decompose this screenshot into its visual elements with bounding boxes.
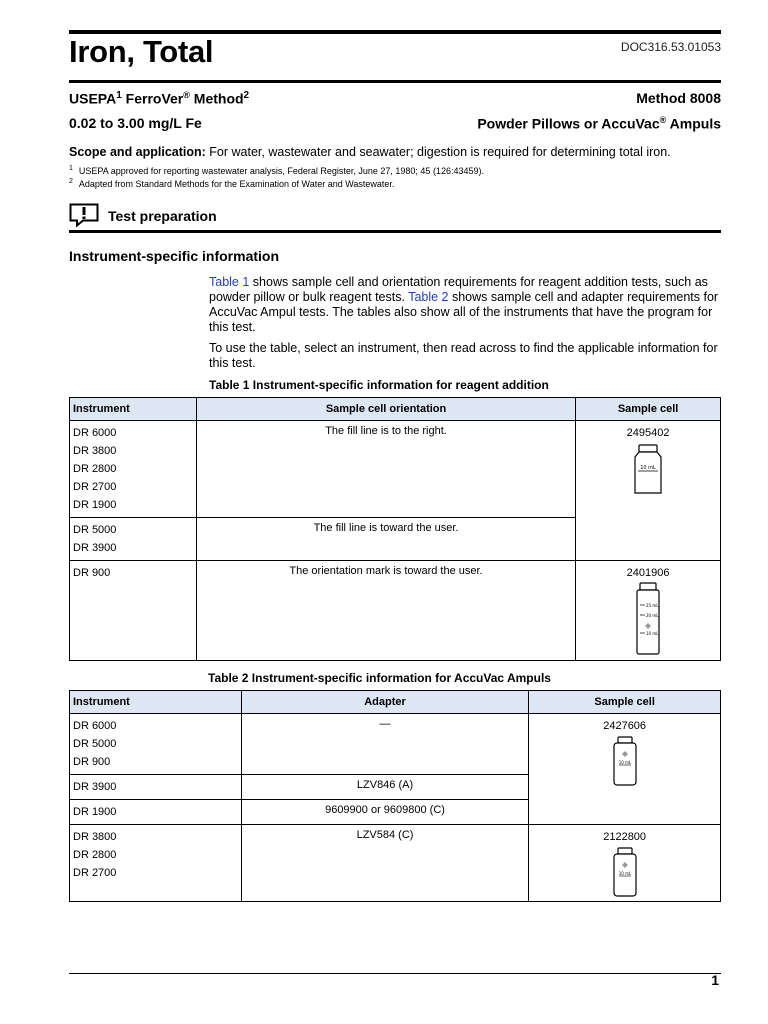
instrument-name: DR 1900 [73, 806, 117, 818]
table-1-caption: Table 1 Instrument-specific information for reagent addition [209, 378, 549, 392]
cell-volume-label: 10 mL [618, 871, 631, 876]
footnote-1 [69, 165, 484, 176]
method-word: Method [189, 90, 244, 107]
table-row [70, 561, 721, 661]
column-header-sample-cell: Sample cell [576, 398, 721, 421]
instrument-name: DR 900 [73, 756, 111, 768]
column-header-orientation: Sample cell orientation [196, 398, 575, 421]
intro-paragraph [209, 275, 721, 335]
instrument-list [70, 775, 242, 800]
adapter-value: LZV846 (A) [241, 775, 529, 800]
instrument-list [70, 825, 242, 902]
scope-statement [69, 145, 671, 159]
instrument-name: DR 900 [73, 567, 111, 579]
measurement-range: 0.02 to 3.00 mg/L Fe [69, 115, 202, 131]
table-2 [69, 690, 721, 902]
instrument-name: DR 3800 [73, 831, 117, 843]
graduation-mark: 25 mL [646, 603, 659, 608]
instrument-name: DR 5000 [73, 738, 117, 750]
table-1-link[interactable]: Table 1 [209, 275, 250, 289]
table-1 [69, 397, 721, 661]
footnote-text: USEPA approved for reporting wastewater analysis, Federal Register, June 27, 1980; 45 (126:43459). [78, 166, 484, 176]
footnote-text: Adapted from Standard Methods for the Examination of Water and Wastewater. [78, 179, 395, 189]
graduation-mark: 20 mL [646, 613, 659, 618]
table-header-row [70, 398, 721, 421]
footnote-number: 2 [69, 178, 73, 185]
adapter-value: 9609900 or 9609800 (C) [241, 800, 529, 825]
column-header-instrument: Instrument [70, 691, 242, 714]
orientation-text: The orientation mark is toward the user. [196, 561, 575, 661]
instrument-name: DR 3900 [73, 781, 117, 793]
scope-text: For water, wastewater and seawater; digestion is required for determining total iron. [205, 145, 671, 159]
sample-cell-part-number: 2401906 [626, 567, 670, 579]
intro-text-1: shows sample cell and orientation requirements for reagent addition tests, such as powder pillow or bulk reagent tests. [209, 275, 708, 304]
instrument-list [70, 421, 197, 518]
scope-label: Scope and application: [69, 145, 206, 159]
sample-cell [529, 714, 721, 825]
graduation-mark: 10 mL [646, 631, 659, 636]
adapter-value: — [241, 714, 529, 775]
instrument-name: DR 6000 [73, 427, 117, 439]
column-header-adapter: Adapter [241, 691, 529, 714]
column-header-instrument: Instrument [70, 398, 197, 421]
instrument-name: DR 2700 [73, 481, 117, 493]
instrument-name: DR 6000 [73, 720, 117, 732]
method-ferrover: FerroVer [121, 90, 184, 107]
sample-cell [576, 561, 721, 661]
intro-text-2: shows sample cell and adapter requirements for AccuVac Ampul tests. The tables also show all of the instruments that have the program for this test. [209, 290, 719, 334]
format-ampuls: Ampuls [666, 115, 721, 132]
table-2-link[interactable]: Table 2 [408, 290, 449, 304]
warning-callout-icon [69, 203, 99, 227]
document-number: DOC316.53.01053 [620, 40, 721, 54]
instrument-list [70, 714, 242, 775]
subsection-title: Instrument-specific information [69, 248, 280, 264]
sample-cell-part-number: 2427606 [603, 720, 647, 732]
ampul-sample-cell-icon [610, 846, 640, 898]
instrument-name: DR 3800 [73, 445, 117, 457]
footnote-ref-1: 1 [116, 90, 122, 101]
registered-mark: ® [183, 90, 190, 100]
graduated-sample-cell-icon [631, 581, 665, 657]
footnote-ref-2: 2 [243, 90, 250, 101]
instrument-list [70, 561, 197, 661]
page-title: Iron, Total [69, 34, 214, 69]
instrument-name: DR 2700 [73, 867, 117, 879]
instrument-name: DR 5000 [73, 524, 117, 536]
format-text: Powder Pillows or AccuVac [477, 115, 660, 132]
instrument-name: DR 3900 [73, 542, 117, 554]
page-number: 1 [711, 972, 719, 988]
footnote-number: 1 [69, 165, 73, 172]
instrument-name: DR 2800 [73, 463, 117, 475]
cell-volume-label: 10 mL [640, 465, 656, 471]
header-rule [69, 80, 721, 83]
instrument-name: DR 2800 [73, 849, 117, 861]
method-name [69, 90, 249, 107]
reagent-format [477, 115, 721, 132]
instrument-name: DR 1900 [73, 499, 117, 511]
adapter-value: LZV584 (C) [241, 825, 529, 902]
table-row [70, 714, 721, 775]
instruction-paragraph: To use the table, select an instrument, then read across to find the applicable information for this test. [209, 341, 718, 370]
table-2-caption: Table 2 Instrument-specific information for AccuVac Ampuls [208, 671, 551, 685]
section-title: Test preparation [108, 208, 217, 224]
footer-rule [69, 973, 721, 974]
table-header-row [70, 691, 721, 714]
method-usepa: USEPA [69, 90, 117, 107]
orientation-text: The fill line is toward the user. [196, 518, 575, 561]
orientation-text: The fill line is to the right. [196, 421, 575, 518]
method-number: Method 8008 [636, 90, 721, 106]
sample-cell [576, 421, 721, 561]
cell-volume-label: 10 mL [618, 760, 631, 765]
table-row [70, 421, 721, 518]
sample-cell-part-number: 2495402 [626, 427, 670, 439]
sample-cell [529, 825, 721, 902]
instrument-list [70, 518, 197, 561]
footnote-2 [69, 178, 394, 189]
instrument-list [70, 800, 242, 825]
sample-cell-part-number: 2122800 [603, 831, 647, 843]
section-rule [69, 230, 721, 233]
ampul-sample-cell-icon [610, 735, 640, 787]
registered-mark: ® [659, 115, 667, 125]
table-row [70, 825, 721, 902]
square-sample-cell-icon [628, 443, 668, 499]
column-header-sample-cell: Sample cell [529, 691, 721, 714]
